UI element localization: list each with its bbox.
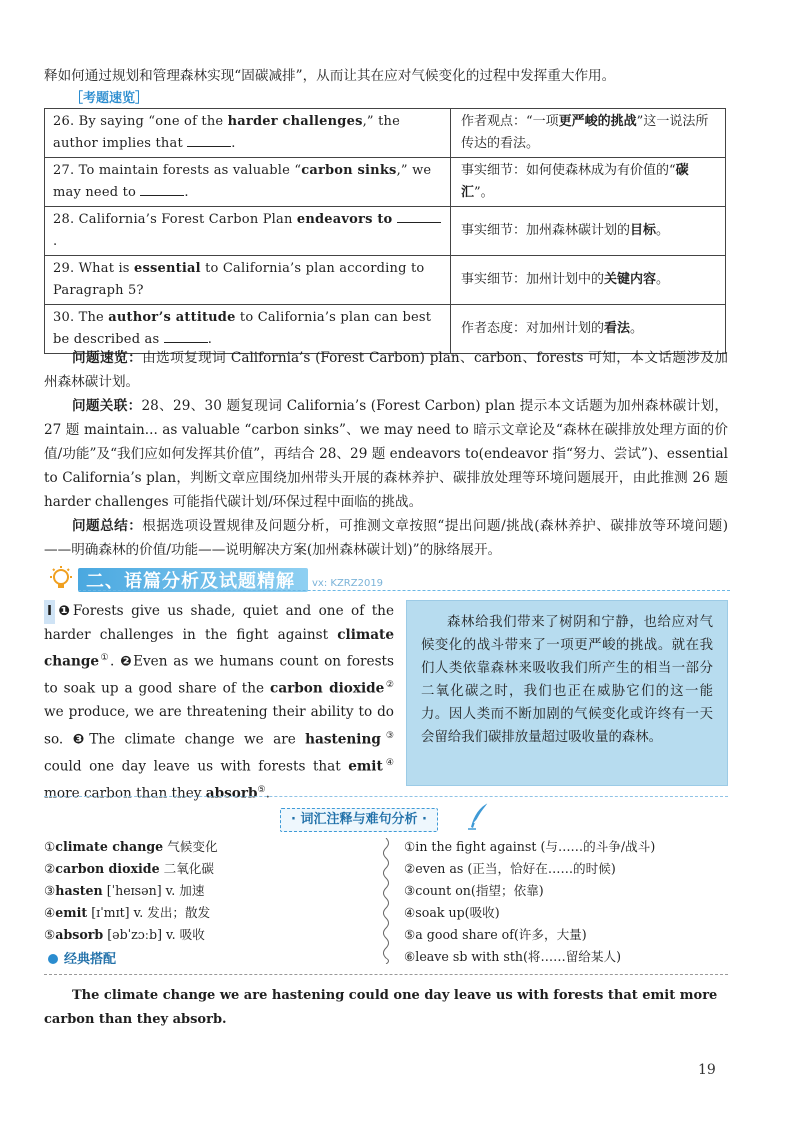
summary-relation: 问题关联：28、29、30 题复现词 California’s (Forest Carbon) plan 提示本文话题为加州森林碳计划，27 题 maintain... as valuable “carbon sinks”、we may need to 暗示文章论及“森林在碳排放处理方面的价值/功能”及“我们应如何发挥其价值”，再结合 28、29 题 endeavors to(endeavor 指“努力、尝试”)、essential to California’s plan，判断文章应围绕加州带头开展的森林养护、碳排放处理等环境问题展开，由此推测 26 题 harder challenges 可能指代碳计划/环保过程中面临的挑战。: [44, 398, 728, 510]
dashed-divider: [44, 974, 728, 975]
paragraph-mark: Ⅰ: [44, 600, 55, 624]
bullet-dot-icon: [48, 954, 58, 964]
dashed-divider: [44, 796, 728, 797]
list-item: ③count on(指望；依靠): [404, 883, 544, 898]
question-table: [44, 108, 726, 354]
lightbulb-icon: [46, 566, 76, 592]
section-banner: [40, 566, 730, 592]
question-cell: 29. What is essential to California’s plan according to Paragraph 5?: [45, 256, 451, 305]
table-row: [45, 109, 726, 158]
translation-box: 森林给我们带来了树阴和宁静，也给应对气候变化的战斗带来了一项更严峻的挑战。就在我们人类依靠森林来吸收我们所产生的相当一部分二氧化碳之时，我们也正在威胁它们的这一能力。因人类而不断加剧的气候变化或许终有一天会留给我们碳排放量超过吸收量的森林。: [406, 600, 728, 786]
list-item: ①in the fight against (与……的斗争/战斗): [404, 839, 656, 854]
quick-view-tag: ［考题速览］: [70, 91, 149, 106]
section-title: 二、语篇分析及试题精解: [86, 571, 295, 592]
page-number: 19: [698, 1062, 716, 1078]
answer-blank: [164, 331, 208, 343]
list-item: ⑤a good share of(许多，大量): [404, 927, 587, 942]
list-item: ④emit [ɪˈmɪt] v. 发出；散发: [44, 905, 211, 920]
vocab-title: · 词汇注释与难句分析 ·: [280, 808, 438, 832]
list-item: ⑤absorb [əbˈzɔːb] v. 吸收: [44, 927, 205, 942]
quill-pen-icon: [466, 801, 492, 831]
table-row: [45, 158, 726, 207]
summary-conclusion: 问题总结：根据选项设置规律及问题分析，可推测文章按照“提出问题/挑战(森林养护、碳排放等环境问题)——明确森林的价值/功能——说明解决方案(加州森林碳计划)”的脉络展开。: [44, 518, 728, 558]
list-item: ③hasten [ˈheɪsən] v. 加速: [44, 883, 205, 898]
watermark: vx: KZRZ2019: [312, 578, 384, 589]
table-row: [45, 256, 726, 305]
summary-preview: 问题速览：由选项复现词 California’s (Forest Carbon) plan、carbon、forests 可知，本文话题涉及加州森林碳计划。: [44, 350, 728, 390]
intro-line: 释如何通过规划和管理森林实现“固碳减排”，从而让其在应对气候变化的过程中发挥重大作用。: [44, 68, 616, 84]
answer-blank: [140, 184, 184, 196]
question-cell: 30. The author’s attitude to California’s plan can best be described as .: [45, 305, 451, 354]
answer-blank: [187, 135, 231, 147]
list-item: ②even as (正当，恰好在……的时候): [404, 861, 616, 876]
analysis-cell: 事实细节：如何使森林成为有价值的“碳汇”。: [451, 158, 726, 207]
list-item: ①climate change 气候变化: [44, 839, 218, 854]
list-item: ⑥leave sb with sth(将……留给某人): [404, 949, 621, 964]
list-item: ④soak up(吸收): [404, 905, 500, 920]
collocation-sentence: The climate change we are hastening could one day leave us with forests that emit more carbon than they absorb.: [44, 988, 718, 1027]
question-cell: 27. To maintain forests as valuable “carbon sinks,” we may need to .: [45, 158, 451, 207]
collocation-heading: 经典搭配: [48, 948, 116, 967]
vocab-list: [44, 836, 374, 946]
squiggle-divider: [380, 838, 392, 964]
analysis-cell: 作者态度：对加州计划的看法。: [451, 305, 726, 354]
list-item: ②carbon dioxide 二氧化碳: [44, 861, 214, 876]
question-cell: 28. California’s Forest Carbon Plan endeavors to .: [45, 207, 451, 256]
passage-english: Ⅰ ❶Forests give us shade, quiet and one of the harder challenges in the fight against climate change①. ❷Even as we humans count on forests to soak up a good share of the carbon dioxide② we produce, we are threatening their ability to do so. ❸The climate change we are hastening③ could one day leave us with forests that emit④ more carbon than they absorb⑤.: [44, 600, 394, 806]
question-cell: 26. By saying “one of the harder challenges,” the author implies that .: [45, 109, 451, 158]
analysis-cell: 事实细节：加州森林碳计划的目标。: [451, 207, 726, 256]
analysis-cell: 事实细节：加州计划中的关键内容。: [451, 256, 726, 305]
phrase-list: [404, 836, 734, 968]
analysis-cell: 作者观点：“一项更严峻的挑战”这一说法所传达的看法。: [451, 109, 726, 158]
table-row: [45, 207, 726, 256]
answer-blank: [397, 211, 441, 223]
